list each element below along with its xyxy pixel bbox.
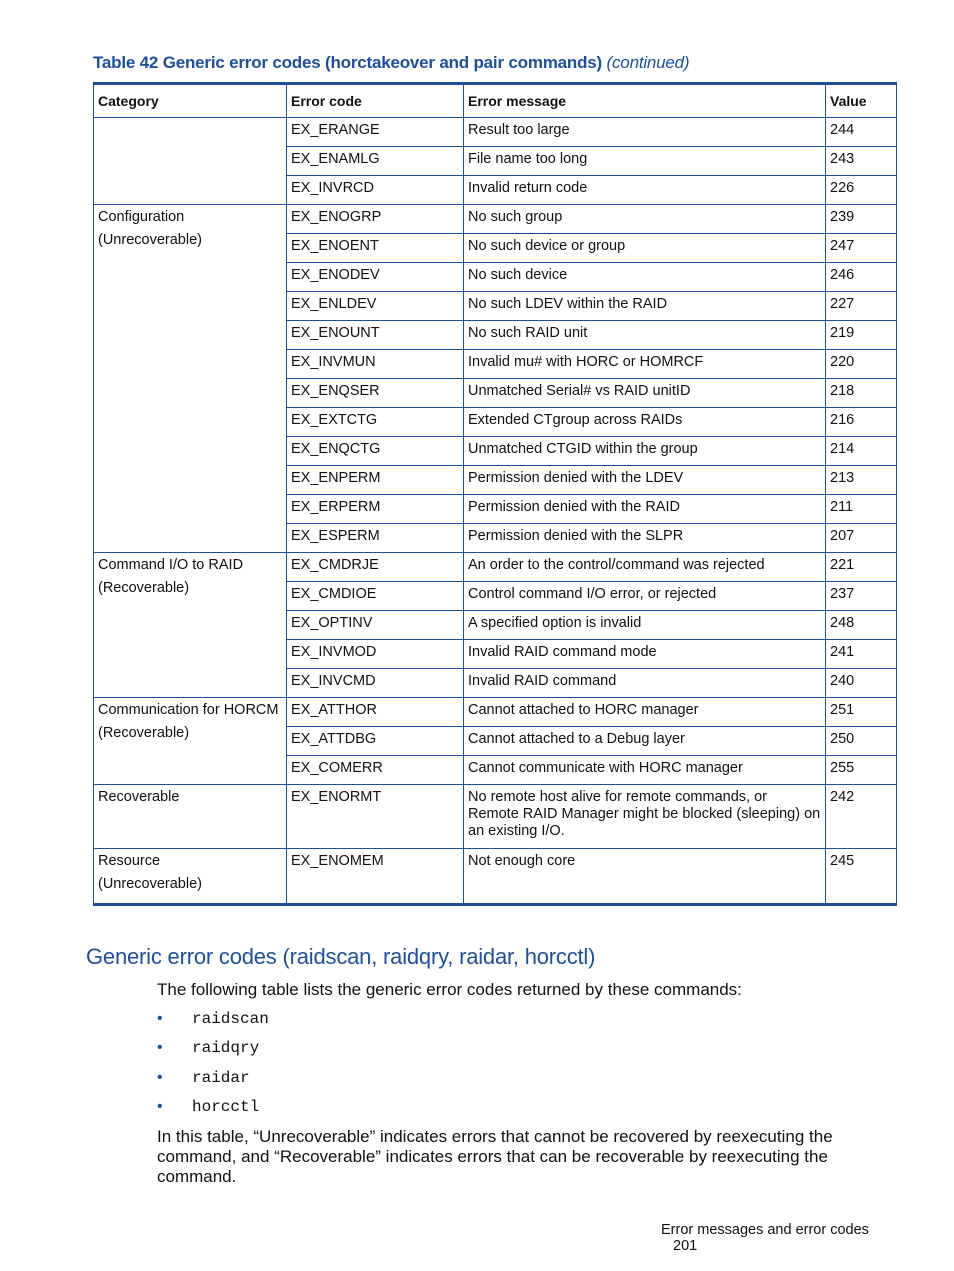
error-message-cell: No such RAID unit xyxy=(464,321,826,350)
error-message-cell: An order to the control/command was rejected xyxy=(464,553,826,582)
value-cell: 214 xyxy=(826,437,897,466)
list-item xyxy=(157,1039,269,1068)
error-message-cell: A specified option is invalid xyxy=(464,611,826,640)
value-cell: 226 xyxy=(826,176,897,205)
error-message-cell: Permission denied with the RAID xyxy=(464,495,826,524)
error-code-cell: EX_ENLDEV xyxy=(287,292,464,321)
bullet-icon: • xyxy=(157,1039,163,1057)
table-row xyxy=(94,118,897,147)
error-code-cell: EX_ENQCTG xyxy=(287,437,464,466)
category-line: Communication for HORCM xyxy=(98,702,279,718)
header-error-code: Error code xyxy=(287,84,464,118)
value-cell: 246 xyxy=(826,263,897,292)
error-message-cell: Control command I/O error, or rejected xyxy=(464,582,826,611)
value-cell: 227 xyxy=(826,292,897,321)
value-cell: 240 xyxy=(826,669,897,698)
error-message-cell: No remote host alive for remote commands, or Remote RAID Manager might be blocked (sleeping) on an existing I/O. xyxy=(464,785,826,849)
error-code-cell: EX_COMERR xyxy=(287,756,464,785)
value-cell: 218 xyxy=(826,379,897,408)
value-cell: 219 xyxy=(826,321,897,350)
error-code-cell: EX_INVCMD xyxy=(287,669,464,698)
table-caption-continued: (continued) xyxy=(606,53,690,72)
value-cell: 247 xyxy=(826,234,897,263)
page-footer xyxy=(661,1222,897,1254)
value-cell: 242 xyxy=(826,785,897,849)
command-name: raidar xyxy=(192,1068,250,1087)
error-message-cell: Invalid mu# with HORC or HOMRCF xyxy=(464,350,826,379)
bullet-icon: • xyxy=(157,1097,163,1115)
table-header-row xyxy=(94,84,897,118)
category-line: Resource xyxy=(98,853,161,869)
category-line: (Recoverable) xyxy=(98,725,190,741)
header-error-message: Error message xyxy=(464,84,826,118)
error-code-cell: EX_ENOMEM xyxy=(287,849,464,905)
error-message-cell: Cannot attached to a Debug layer xyxy=(464,727,826,756)
footer-chapter: Error messages and error codes xyxy=(661,1222,869,1238)
table-row xyxy=(94,205,897,234)
value-cell: 207 xyxy=(826,524,897,553)
value-cell: 251 xyxy=(826,698,897,727)
value-cell: 211 xyxy=(826,495,897,524)
error-message-cell: File name too long xyxy=(464,147,826,176)
value-cell: 243 xyxy=(826,147,897,176)
value-cell: 245 xyxy=(826,849,897,905)
error-message-cell: No such device xyxy=(464,263,826,292)
category-line: Configuration xyxy=(98,209,185,225)
table-row xyxy=(94,849,897,905)
header-category: Category xyxy=(94,84,287,118)
error-code-cell: EX_ATTDBG xyxy=(287,727,464,756)
error-code-cell: EX_ENOUNT xyxy=(287,321,464,350)
value-cell: 237 xyxy=(826,582,897,611)
error-message-cell: Invalid return code xyxy=(464,176,826,205)
error-code-cell: EX_ENOENT xyxy=(287,234,464,263)
error-code-cell: EX_CMDRJE xyxy=(287,553,464,582)
value-cell: 213 xyxy=(826,466,897,495)
error-code-cell: EX_INVMUN xyxy=(287,350,464,379)
error-message-cell: No such group xyxy=(464,205,826,234)
error-code-cell: EX_ENAMLG xyxy=(287,147,464,176)
page-number: 201 xyxy=(673,1238,698,1254)
table-row xyxy=(94,698,897,727)
error-code-cell: EX_ENOGRP xyxy=(287,205,464,234)
category-line: (Recoverable) xyxy=(98,580,190,596)
list-item xyxy=(157,1010,269,1039)
error-code-cell: EX_CMDIOE xyxy=(287,582,464,611)
error-message-cell: Extended CTgroup across RAIDs xyxy=(464,408,826,437)
error-code-cell: EX_ENODEV xyxy=(287,263,464,292)
error-message-cell: Invalid RAID command xyxy=(464,669,826,698)
category-cell xyxy=(94,553,287,698)
error-codes-table xyxy=(93,82,897,906)
error-message-cell: Unmatched Serial# vs RAID unitID xyxy=(464,379,826,408)
category-cell xyxy=(94,698,287,785)
section-paragraph: In this table, “Unrecoverable” indicates errors that cannot be recovered by reexecuting the command, and “Recoverable” indicates errors that can be recoverable by reexecuting the command. xyxy=(157,1127,833,1186)
error-code-cell: EX_ENQSER xyxy=(287,379,464,408)
section-title: Generic error codes (raidscan, raidqry, raidar, horcctl) xyxy=(86,944,596,969)
list-item xyxy=(157,1069,269,1098)
error-code-cell: EX_ENORMT xyxy=(287,785,464,849)
error-code-cell: EX_ATTHOR xyxy=(287,698,464,727)
command-name: horcctl xyxy=(192,1097,260,1116)
table-caption-label: Table 42 Generic error codes (horctakeover and pair commands) xyxy=(93,53,603,72)
error-message-cell: Cannot communicate with HORC manager xyxy=(464,756,826,785)
category-line: (Unrecoverable) xyxy=(98,232,202,248)
table-row xyxy=(94,785,897,849)
table-body xyxy=(94,118,897,905)
error-code-cell: EX_OPTINV xyxy=(287,611,464,640)
error-message-cell: Invalid RAID command mode xyxy=(464,640,826,669)
table-caption xyxy=(93,53,689,73)
category-cell xyxy=(94,785,287,849)
error-message-cell: Permission denied with the LDEV xyxy=(464,466,826,495)
error-message-cell: No such LDEV within the RAID xyxy=(464,292,826,321)
value-cell: 239 xyxy=(826,205,897,234)
bullet-icon: • xyxy=(157,1068,163,1086)
command-name: raidqry xyxy=(192,1039,260,1058)
error-message-cell: No such device or group xyxy=(464,234,826,263)
table-row xyxy=(94,553,897,582)
category-cell xyxy=(94,118,287,205)
category-line: Recoverable xyxy=(98,789,180,805)
error-code-cell: EX_EXTCTG xyxy=(287,408,464,437)
value-cell: 241 xyxy=(826,640,897,669)
category-line: Command I/O to RAID xyxy=(98,557,244,573)
error-message-cell: Result too large xyxy=(464,118,826,147)
value-cell: 221 xyxy=(826,553,897,582)
command-list xyxy=(157,1010,269,1127)
list-item xyxy=(157,1098,269,1127)
value-cell: 255 xyxy=(826,756,897,785)
bullet-icon: • xyxy=(157,1010,163,1027)
error-code-cell: EX_ENPERM xyxy=(287,466,464,495)
value-cell: 248 xyxy=(826,611,897,640)
value-cell: 244 xyxy=(826,118,897,147)
error-code-cell: EX_INVRCD xyxy=(287,176,464,205)
command-name: raidscan xyxy=(192,1010,269,1028)
category-cell xyxy=(94,205,287,553)
category-cell xyxy=(94,849,287,905)
category-line: (Unrecoverable) xyxy=(98,876,202,892)
error-code-cell: EX_INVMOD xyxy=(287,640,464,669)
error-message-cell: Cannot attached to HORC manager xyxy=(464,698,826,727)
section-intro: The following table lists the generic error codes returned by these commands: xyxy=(157,980,742,999)
error-message-cell: Permission denied with the SLPR xyxy=(464,524,826,553)
error-code-cell: EX_ERPERM xyxy=(287,495,464,524)
error-code-cell: EX_ERANGE xyxy=(287,118,464,147)
error-message-cell: Unmatched CTGID within the group xyxy=(464,437,826,466)
error-message-cell: Not enough core xyxy=(464,849,826,905)
value-cell: 216 xyxy=(826,408,897,437)
error-code-cell: EX_ESPERM xyxy=(287,524,464,553)
value-cell: 220 xyxy=(826,350,897,379)
header-value: Value xyxy=(826,84,897,118)
value-cell: 250 xyxy=(826,727,897,756)
